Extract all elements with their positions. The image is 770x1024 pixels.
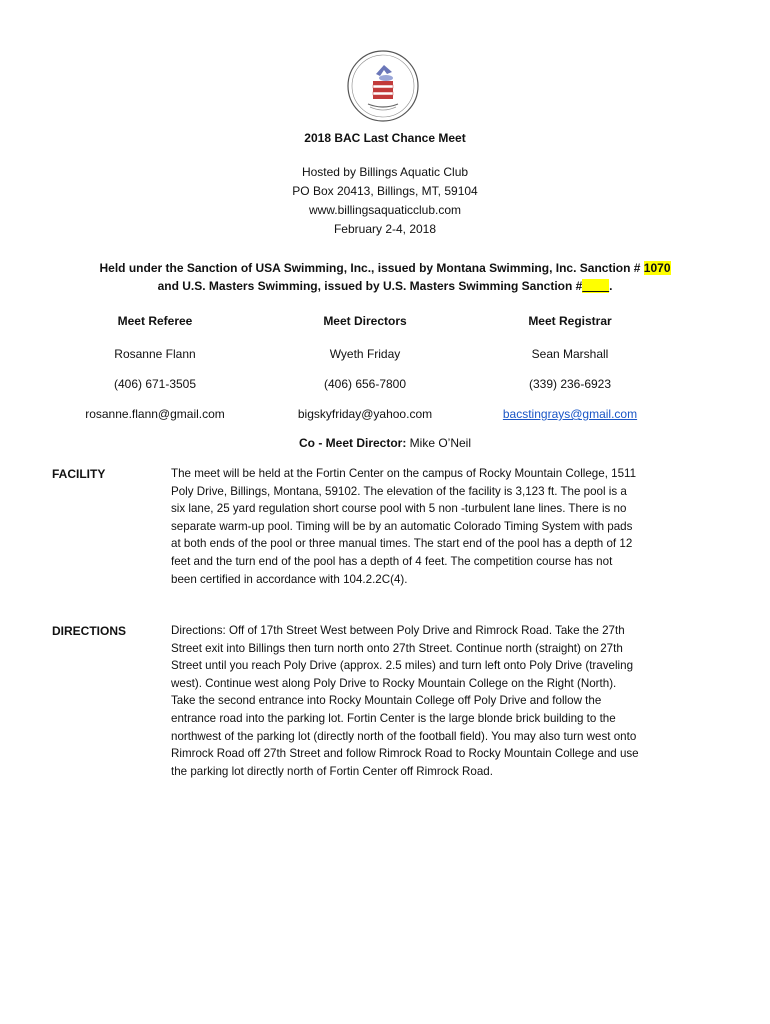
referee-heading: Meet Referee bbox=[117, 314, 193, 328]
sanction-blank: ____ bbox=[582, 279, 610, 293]
referee-phone: (406) 671-3505 bbox=[113, 377, 197, 391]
directions-label: DIRECTIONS bbox=[52, 624, 127, 638]
hosted-by: Hosted by Billings Aquatic Club bbox=[301, 165, 469, 179]
co-director-line bbox=[0, 436, 770, 450]
sanction-line-1 bbox=[0, 261, 770, 275]
sanction-number: 1070 bbox=[643, 261, 671, 275]
co-director-name: Mike O’Neil bbox=[409, 436, 472, 450]
registrar-heading: Meet Registrar bbox=[528, 314, 612, 328]
facility-label: FACILITY bbox=[52, 467, 106, 481]
facility-text: The meet will be held at the Fortin Center on the campus of Rocky Mountain College, 1511 Poly Drive, Billings, Montana, 59102. The elevation of the facility is 3,123 ft. The pool is a six lane, 25 yard regulation short course pool with 5 non -turbulent lane lines. There is no separate warm-up pool. Timing will be by an automatic Colorado Timing System with pads at both ends of the pool or three manual times. The start end of the pool has a depth of 12 feet and the turn end of the pool has a depth of 4 feet. The competition course has not been certified in accordance with 104.2.2C(4). bbox=[171, 467, 637, 586]
registrar-name: Sean Marshall bbox=[531, 347, 609, 361]
meet-dates: February 2-4, 2018 bbox=[333, 222, 437, 236]
referee-name: Rosanne Flann bbox=[114, 347, 196, 361]
sanction-period: . bbox=[609, 279, 613, 293]
registrar-email[interactable]: bacstingrays@gmail.com bbox=[502, 407, 638, 421]
registrar-email-link[interactable] bbox=[470, 407, 670, 421]
co-director-label: Co - Meet Director: bbox=[298, 436, 407, 450]
director-phone: (406) 656-7800 bbox=[323, 377, 407, 391]
sanction-masters-text: and U.S. Masters Swimming, issued by U.S. Masters Swimming Sanction # bbox=[157, 279, 583, 293]
directions-text: Directions: Off of 17th Street West between Poly Drive and Rimrock Road. Take the 27th Street exit into Billings then turn north onto 27th Street. Continue north (straight) on 27th Street until you reach Poly Drive (approx. 2.5 miles) and turn left onto Poly Drive (traveling west). Continue west along Poly Drive to Rocky Mountain College on the Right (North). Take the second entrance into Rocky Mountain College off Poly Drive and follow the entrance road into the parking lot. Fortin Center is the large blonde brick building to the northwest of the parking lot (directly north of the football field). You may also turn west onto Rimrock Road off 27th Street and follow Rimrock Road to Rocky Mountain College and use the parking lot directly north of Fortin Center off Rimrock Road. bbox=[171, 624, 639, 778]
mailing-address: PO Box 20413, Billings, MT, 59104 bbox=[292, 184, 478, 198]
swimming-club-logo-icon bbox=[340, 48, 426, 124]
meet-title: 2018 BAC Last Chance Meet bbox=[304, 131, 466, 145]
sanction-line-2 bbox=[0, 279, 770, 293]
sanction-usa-text: Held under the Sanction of USA Swimming, Inc., issued by Montana Swimming, Inc. Sanction # bbox=[99, 261, 641, 275]
directors-heading: Meet Directors bbox=[323, 314, 407, 328]
director-email: bigskyfriday@yahoo.com bbox=[297, 407, 433, 421]
registrar-phone: (339) 236-6923 bbox=[528, 377, 612, 391]
referee-email: rosanne.flann@gmail.com bbox=[85, 407, 225, 421]
director-name: Wyeth Friday bbox=[329, 347, 401, 361]
club-website: www.billingsaquaticclub.com bbox=[308, 203, 462, 217]
